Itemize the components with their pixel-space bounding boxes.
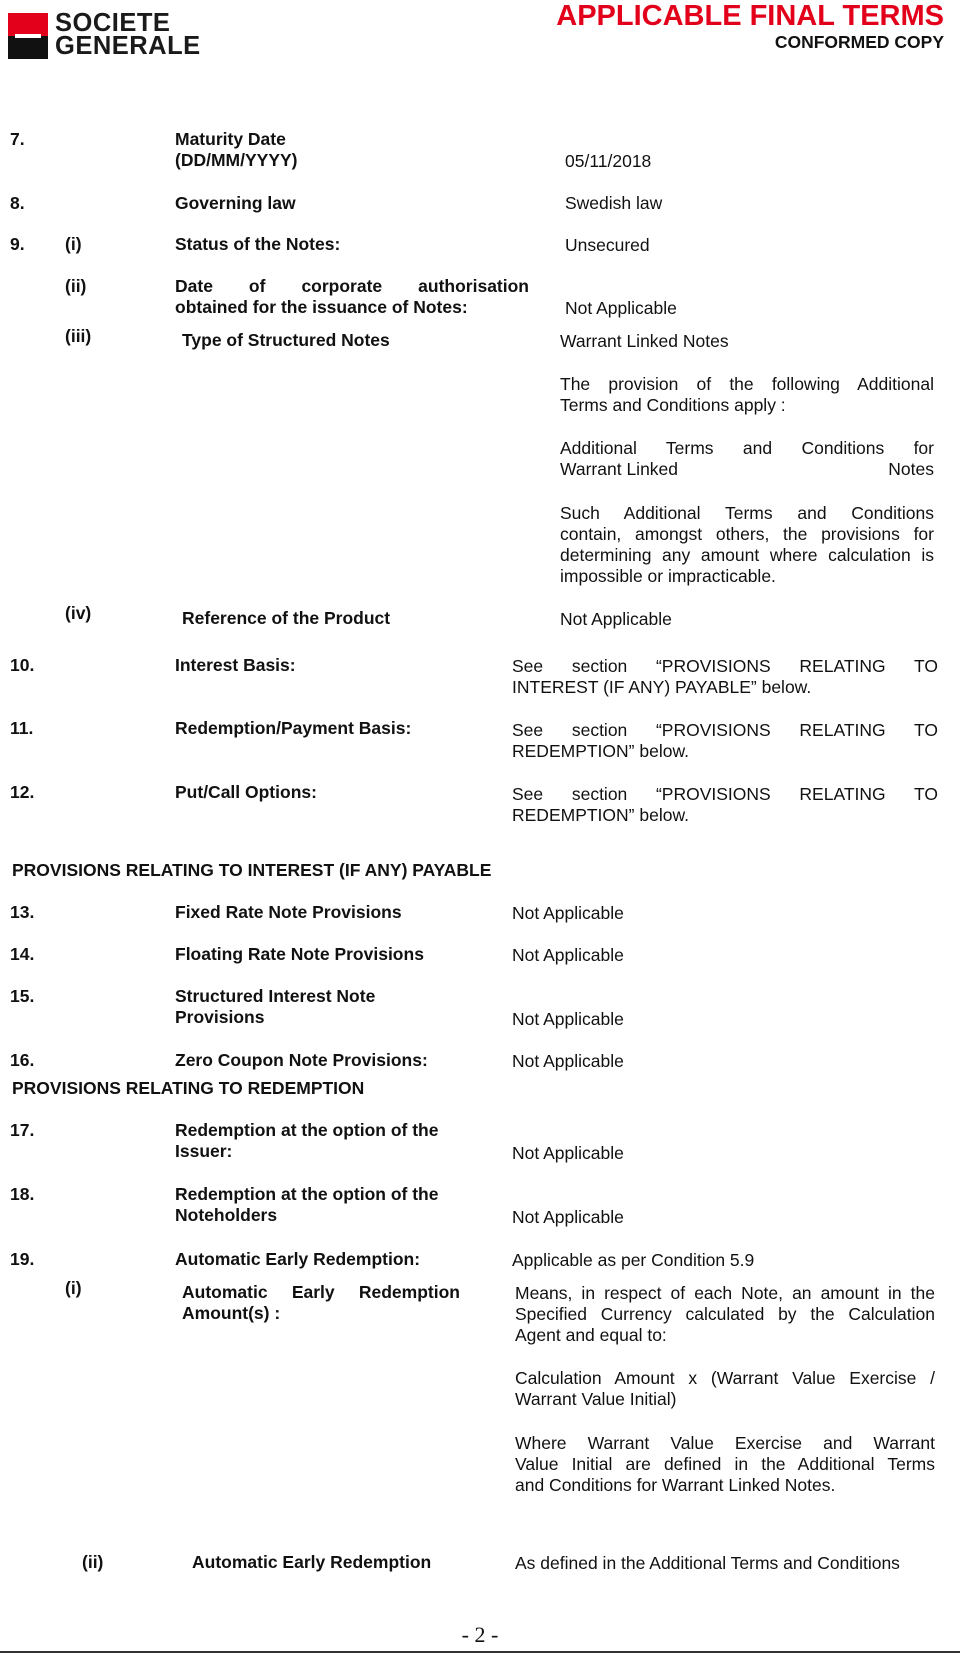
item-19ii-label: Automatic Early Redemption <box>192 1552 432 1572</box>
document-title: APPLICABLE FINAL TERMS <box>556 0 944 32</box>
logo-text-line2: GENERALE <box>55 32 201 60</box>
item-9ii-label-line1: Date of corporate authorisation <box>175 276 529 296</box>
item-18-label-line1: Redemption at the option of the <box>175 1184 439 1204</box>
item-19i-para2-line1: Calculation Amount x (Warrant Value Exercise / <box>515 1368 935 1388</box>
item-18-number: 18. <box>10 1184 35 1204</box>
item-15-number: 15. <box>10 986 35 1006</box>
item-13-label: Fixed Rate Note Provisions <box>175 902 402 922</box>
item-15-value: Not Applicable <box>512 1009 624 1029</box>
item-12-value-line2: REDEMPTION” below. <box>512 805 689 825</box>
item-10-value-line1: See section “PROVISIONS RELATING TO <box>512 656 938 676</box>
item-9iii-para3-line4: impossible or impracticable. <box>560 566 776 586</box>
item-19i-para1-line2: Specified Currency calculated by the Calculation <box>515 1304 935 1324</box>
item-7-number: 7. <box>10 129 25 149</box>
item-19-sub-ii: (ii) <box>82 1552 104 1572</box>
item-9-value: Unsecured <box>565 235 650 255</box>
item-9iii-para2-line2a: Warrant Linked <box>560 459 679 479</box>
document-subtitle: CONFORMED COPY <box>774 32 944 52</box>
item-9iii-para2-line1: Additional Terms and Conditions for <box>560 438 934 458</box>
item-9iii-para2-line2b: Notes <box>888 459 934 479</box>
item-8-number: 8. <box>10 193 25 213</box>
item-9iii-para1-line2: Terms and Conditions apply : <box>560 395 786 415</box>
item-9iii-para3-line2: contain, amongst others, the provisions for <box>560 524 934 544</box>
item-17-number: 17. <box>10 1120 35 1140</box>
item-19-number: 19. <box>10 1249 35 1269</box>
item-15-label-line1: Structured Interest Note <box>175 986 376 1006</box>
logo-text-line1: SOCIETE <box>55 9 171 37</box>
item-11-label: Redemption/Payment Basis: <box>175 718 412 738</box>
item-17-value: Not Applicable <box>512 1143 624 1163</box>
item-19ii-value: As defined in the Additional Terms and Conditions <box>515 1553 900 1573</box>
item-17-label-line1: Redemption at the option of the <box>175 1120 439 1140</box>
item-14-value: Not Applicable <box>512 945 624 965</box>
item-9ii-value: Not Applicable <box>565 298 677 318</box>
item-19i-para3-line2: Value Initial are defined in the Additional Terms <box>515 1454 935 1474</box>
item-9iii-label: Type of Structured Notes <box>182 330 390 350</box>
item-14-label: Floating Rate Note Provisions <box>175 944 424 964</box>
section-heading-redemption: PROVISIONS RELATING TO REDEMPTION <box>12 1078 365 1098</box>
item-9-sub-i: (i) <box>65 234 82 254</box>
societe-generale-logo-icon <box>8 13 48 59</box>
item-9-sub-ii: (ii) <box>65 276 87 296</box>
item-8-label: Governing law <box>175 193 296 213</box>
item-11-number: 11. <box>10 718 34 738</box>
item-13-value: Not Applicable <box>512 903 624 923</box>
item-18-label-line2: Noteholders <box>175 1205 278 1225</box>
item-13-number: 13. <box>10 902 35 922</box>
item-9iii-para3-line1: Such Additional Terms and Conditions <box>560 503 934 523</box>
item-16-label: Zero Coupon Note Provisions: <box>175 1050 428 1070</box>
item-17-label-line2: Issuer: <box>175 1141 233 1161</box>
item-7-value: 05/11/2018 <box>565 151 652 171</box>
item-9iv-label: Reference of the Product <box>182 608 391 628</box>
item-11-value-line1: See section “PROVISIONS RELATING TO <box>512 720 938 740</box>
item-19-sub-i: (i) <box>65 1278 82 1298</box>
item-14-number: 14. <box>10 944 35 964</box>
item-11-value-line2: REDEMPTION” below. <box>512 741 689 761</box>
item-15-label-line2: Provisions <box>175 1007 265 1027</box>
item-9-number: 9. <box>10 234 25 254</box>
item-19i-para1-line1: Means, in respect of each Note, an amount in the <box>515 1283 935 1303</box>
item-9iii-para1-line1: The provision of the following Additional <box>560 374 934 394</box>
item-16-value: Not Applicable <box>512 1051 624 1071</box>
item-19i-para3-line1: Where Warrant Value Exercise and Warrant <box>515 1433 935 1453</box>
item-9-label: Status of the Notes: <box>175 234 341 254</box>
footer-divider <box>0 1651 960 1653</box>
item-7-label-format: (DD/MM/YYYY) <box>175 150 298 170</box>
item-9-sub-iv: (iv) <box>65 603 92 623</box>
item-19i-para3-line3: and Conditions for Warrant Linked Notes. <box>515 1475 836 1495</box>
item-12-label: Put/Call Options: <box>175 782 317 802</box>
item-10-value-line2: INTEREST (IF ANY) PAYABLE” below. <box>512 677 812 697</box>
item-9iii-value: Warrant Linked Notes <box>560 331 729 351</box>
item-10-number: 10. <box>10 655 35 675</box>
page-number: - 2 - <box>461 1622 499 1647</box>
item-8-value: Swedish law <box>565 193 663 213</box>
item-19-value: Applicable as per Condition 5.9 <box>512 1250 755 1270</box>
item-9iii-para3-line3: determining any amount where calculation is <box>560 545 934 565</box>
item-19-label: Automatic Early Redemption: <box>175 1249 421 1269</box>
item-10-label: Interest Basis: <box>175 655 296 675</box>
item-9iv-value: Not Applicable <box>560 609 672 629</box>
item-7-label: Maturity Date <box>175 129 286 149</box>
section-heading-interest: PROVISIONS RELATING TO INTEREST (IF ANY) PAYABLE <box>12 860 492 880</box>
item-19i-para2-line2: Warrant Value Initial) <box>515 1389 677 1409</box>
item-12-value-line1: See section “PROVISIONS RELATING TO <box>512 784 938 804</box>
item-18-value: Not Applicable <box>512 1207 624 1227</box>
item-19i-label-line2: Amount(s) : <box>182 1303 281 1323</box>
item-19i-label-line1: Automatic Early Redemption <box>182 1282 460 1302</box>
item-16-number: 16. <box>10 1050 35 1070</box>
logo-text <box>55 9 201 60</box>
item-12-number: 12. <box>10 782 35 802</box>
item-9-sub-iii: (iii) <box>65 326 92 346</box>
item-9ii-label-line2: obtained for the issuance of Notes: <box>175 297 468 317</box>
item-19i-para1-line3: Agent and equal to: <box>515 1325 667 1345</box>
